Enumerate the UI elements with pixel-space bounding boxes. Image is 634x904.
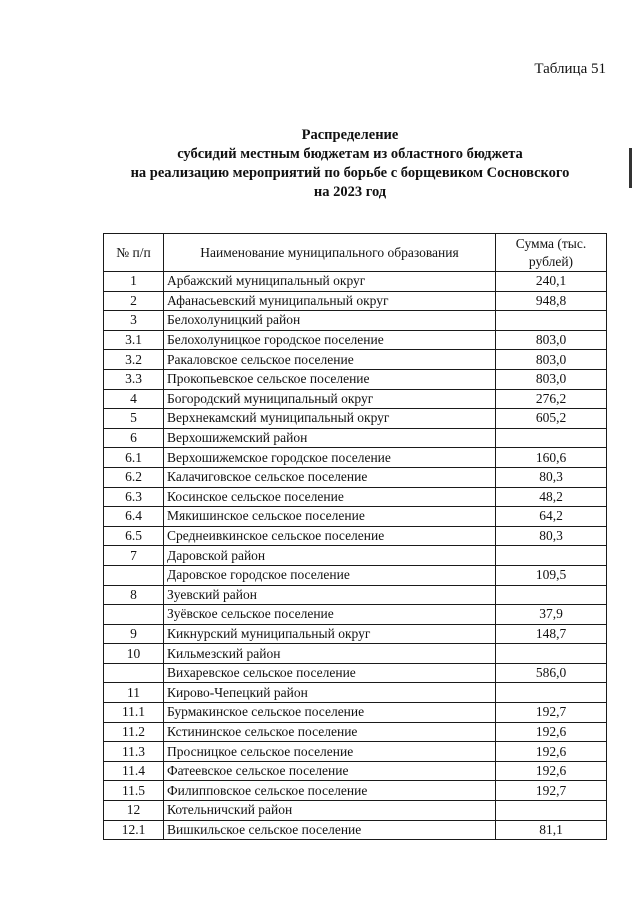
row-number-cell (104, 605, 164, 625)
row-sum-cell (496, 683, 607, 703)
row-sum-cell: 605,2 (496, 409, 607, 429)
row-sum-cell (496, 311, 607, 331)
table-row (104, 291, 607, 311)
row-name-cell: Кильмезский район (164, 644, 496, 664)
row-sum-cell: 192,6 (496, 761, 607, 781)
row-sum-cell: 276,2 (496, 389, 607, 409)
row-number-cell: 11.1 (104, 703, 164, 723)
table-row (104, 565, 607, 585)
table-row (104, 585, 607, 605)
row-sum-cell: 803,0 (496, 330, 607, 350)
row-number-cell: 1 (104, 272, 164, 292)
row-number-cell: 9 (104, 624, 164, 644)
row-number-cell: 3.2 (104, 350, 164, 370)
scan-edge-mark (629, 148, 632, 188)
table-row (104, 801, 607, 821)
table-row (104, 703, 607, 723)
table-row (104, 781, 607, 801)
row-number-cell: 12.1 (104, 820, 164, 840)
row-name-cell: Даровской район (164, 546, 496, 566)
row-sum-cell: 803,0 (496, 350, 607, 370)
table-row (104, 272, 607, 292)
row-sum-cell: 81,1 (496, 820, 607, 840)
table-row (104, 526, 607, 546)
row-name-cell: Мякишинское сельское поселение (164, 507, 496, 527)
row-number-cell (104, 565, 164, 585)
row-name-cell: Верхнекамский муниципальный округ (164, 409, 496, 429)
row-number-cell: 7 (104, 546, 164, 566)
row-sum-cell: 803,0 (496, 369, 607, 389)
row-sum-cell: 160,6 (496, 448, 607, 468)
heading-line-1: Распределение (301, 127, 399, 143)
table-row (104, 507, 607, 527)
row-sum-cell: 37,9 (496, 605, 607, 625)
table-body (104, 272, 607, 840)
row-name-cell: Вишкильское сельское поселение (164, 820, 496, 840)
row-name-cell: Прокопьевское сельское поселение (164, 369, 496, 389)
row-sum-cell (496, 546, 607, 566)
row-number-cell: 11.5 (104, 781, 164, 801)
row-name-cell: Афанасьевский муниципальный округ (164, 291, 496, 311)
column-header-sum: Сумма (тыс. рублей) (496, 234, 607, 272)
row-name-cell: Бурмакинское сельское поселение (164, 703, 496, 723)
table-row (104, 683, 607, 703)
row-sum-cell: 64,2 (496, 507, 607, 527)
row-name-cell: Фатеевское сельское поселение (164, 761, 496, 781)
row-name-cell: Кирово-Чепецкий район (164, 683, 496, 703)
table-row (104, 369, 607, 389)
row-name-cell: Кикнурский муниципальный округ (164, 624, 496, 644)
row-sum-cell: 948,8 (496, 291, 607, 311)
row-number-cell: 2 (104, 291, 164, 311)
row-number-cell: 11.2 (104, 722, 164, 742)
subsidy-table (103, 233, 607, 840)
row-number-cell (104, 663, 164, 683)
heading-line-2: субсидий местным бюджетам из областного бюджета (177, 146, 523, 162)
heading-line-3: на реализацию мероприятий по борьбе с борщевиком Сосновского (130, 165, 570, 181)
row-name-cell: Просницкое сельское поселение (164, 742, 496, 762)
row-sum-cell: 48,2 (496, 487, 607, 507)
row-number-cell: 5 (104, 409, 164, 429)
row-name-cell: Верхошижемский район (164, 428, 496, 448)
row-name-cell: Ракаловское сельское поселение (164, 350, 496, 370)
row-number-cell: 6.4 (104, 507, 164, 527)
row-number-cell: 8 (104, 585, 164, 605)
column-header-number: № п/п (104, 234, 164, 272)
row-sum-cell: 192,7 (496, 781, 607, 801)
table-header-row (104, 234, 607, 272)
row-sum-cell (496, 428, 607, 448)
row-name-cell: Филипповское сельское поселение (164, 781, 496, 801)
row-number-cell: 3 (104, 311, 164, 331)
table-row (104, 663, 607, 683)
row-sum-cell: 148,7 (496, 624, 607, 644)
row-sum-cell (496, 585, 607, 605)
table-row (104, 742, 607, 762)
table-row (104, 409, 607, 429)
table-number-label: Таблица 51 (534, 61, 606, 77)
row-name-cell: Верхошижемское городское поселение (164, 448, 496, 468)
row-number-cell: 6.3 (104, 487, 164, 507)
row-name-cell: Калачиговское сельское поселение (164, 467, 496, 487)
row-number-cell: 11 (104, 683, 164, 703)
row-number-cell: 3.1 (104, 330, 164, 350)
row-number-cell: 4 (104, 389, 164, 409)
row-name-cell: Зуевский район (164, 585, 496, 605)
row-number-cell: 3.3 (104, 369, 164, 389)
table-row (104, 467, 607, 487)
row-number-cell: 12 (104, 801, 164, 821)
row-sum-cell (496, 801, 607, 821)
table-row (104, 350, 607, 370)
row-name-cell: Зуёвское сельское поселение (164, 605, 496, 625)
row-sum-cell: 192,6 (496, 722, 607, 742)
row-sum-cell: 192,6 (496, 742, 607, 762)
heading-line-4: на 2023 год (313, 184, 387, 200)
table-row (104, 428, 607, 448)
row-name-cell: Вихаревское сельское поселение (164, 663, 496, 683)
table-row (104, 546, 607, 566)
row-sum-cell (496, 644, 607, 664)
table-row (104, 330, 607, 350)
row-sum-cell: 80,3 (496, 526, 607, 546)
table-row (104, 644, 607, 664)
row-name-cell: Богородский муниципальный округ (164, 389, 496, 409)
row-name-cell: Белохолуницкий район (164, 311, 496, 331)
table-row (104, 605, 607, 625)
row-name-cell: Кстининское сельское поселение (164, 722, 496, 742)
row-sum-cell: 80,3 (496, 467, 607, 487)
row-number-cell: 6 (104, 428, 164, 448)
table-row (104, 722, 607, 742)
row-name-cell: Арбажский муниципальный округ (164, 272, 496, 292)
table-row (104, 389, 607, 409)
column-header-name: Наименование муниципального образования (164, 234, 496, 272)
row-number-cell: 6.1 (104, 448, 164, 468)
row-name-cell: Даровское городское поселение (164, 565, 496, 585)
table-row (104, 761, 607, 781)
row-name-cell: Котельничский район (164, 801, 496, 821)
row-name-cell: Косинское сельское поселение (164, 487, 496, 507)
table-row (104, 311, 607, 331)
row-sum-cell: 109,5 (496, 565, 607, 585)
row-number-cell: 11.4 (104, 761, 164, 781)
row-sum-cell: 240,1 (496, 272, 607, 292)
row-sum-cell: 192,7 (496, 703, 607, 723)
table-row (104, 820, 607, 840)
row-number-cell: 10 (104, 644, 164, 664)
table-row (104, 624, 607, 644)
row-number-cell: 6.5 (104, 526, 164, 546)
row-name-cell: Белохолуницкое городское поселение (164, 330, 496, 350)
row-number-cell: 6.2 (104, 467, 164, 487)
table-row (104, 487, 607, 507)
row-sum-cell: 586,0 (496, 663, 607, 683)
table-row (104, 448, 607, 468)
row-name-cell: Среднеивкинское сельское поселение (164, 526, 496, 546)
document-heading (100, 126, 600, 202)
row-number-cell: 11.3 (104, 742, 164, 762)
